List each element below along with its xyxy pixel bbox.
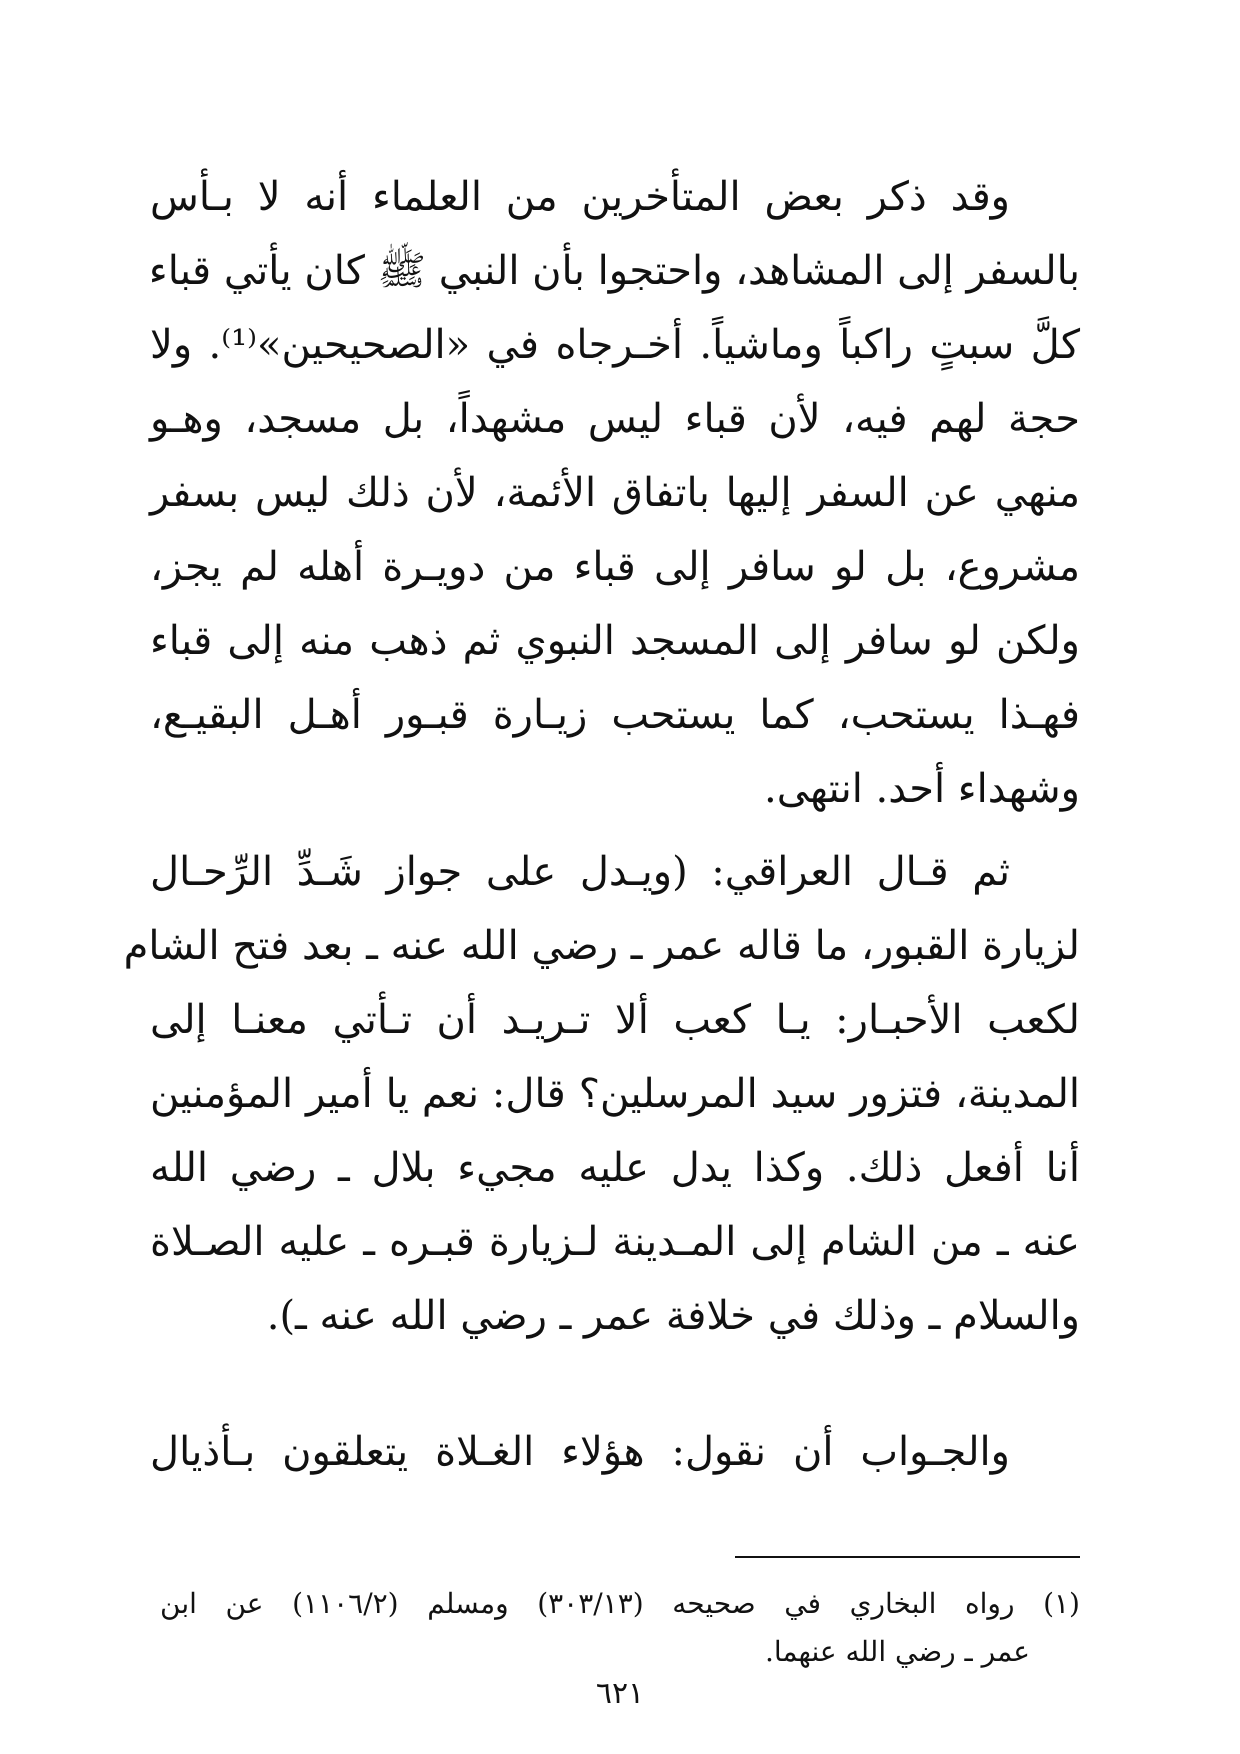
page-number: ٦٢١ [595,1676,645,1711]
text-line: أنا أفعل ذلك. وكذا يدل عليه مجيء بلال ـ رضي الله [150,1145,1080,1191]
footnote [160,1580,1080,1676]
text-line: عنه ـ من الشام إلى المـدينة لـزيارة قبـره ـ عليه الصـلاة [150,1219,1080,1265]
footnote-separator [735,1556,1080,1558]
text-line: فهـذا يستحب، كما يستحب زيـارة قبـور أهـل البقيـع، [150,692,1080,738]
text-line: كلَّ سبتٍ راكباً وماشياً. أخـرجاه في «الصحيحين»⁽¹⁾. ولا [150,322,1080,368]
text-line: لزيارة القبور، ما قاله عمر ـ رضي الله عنه ـ بعد فتح الشام [123,923,1080,969]
footnote-line: (١) رواه البخاري في صحيحه (٣٠٣/١٣) ومسلم (١١٠٦/٢) عن ابن [160,1587,1080,1620]
text-line: ولكن لو سافر إلى المسجد النبوي ثم ذهب منه إلى قباء [150,618,1080,664]
footnote-line: عمر ـ رضي الله عنهما. [764,1635,1030,1668]
paragraph-2 [123,835,1080,1353]
paragraph-3 [150,1415,1080,1489]
text-line: بالسفر إلى المشاهد، واحتجوا بأن النبي ﷺ كان يأتي قباء [148,248,1080,294]
text-line: وقد ذكر بعض المتأخرين من العلماء أنه لا بـأس [150,174,1010,220]
text-line: ثم قـال العراقي: (ويـدل على جواز شَـدِّ الرِّحـال [150,849,1010,895]
text-line: لكعب الأحبـار: يـا كعب ألا تـريـد أن تـأتي معنـا إلى [150,997,1080,1043]
text-line: وشهداء أحد. انتهى. [764,766,1080,812]
text-line: مشروع، بل لو سافر إلى قباء من دويـرة أهله لم يجز، [150,544,1080,590]
text-line: حجة لهم فيه، لأن قباء ليس مشهداً، بل مسجد، وهـو [150,396,1080,442]
text-line: منهي عن السفر إليها باتفاق الأئمة، لأن ذلك ليس بسفر [150,470,1081,516]
text-line: المدينة، فتزور سيد المرسلين؟ قال: نعم يا أمير المؤمنين [150,1071,1080,1117]
text-line: والجـواب أن نقول: هؤلاء الغـلاة يتعلقون بـأذيال [150,1429,1010,1475]
text-line: والسلام ـ وذلك في خلافة عمر ـ رضي الله عنه ـ). [266,1293,1080,1339]
paragraph-1 [150,160,1080,826]
